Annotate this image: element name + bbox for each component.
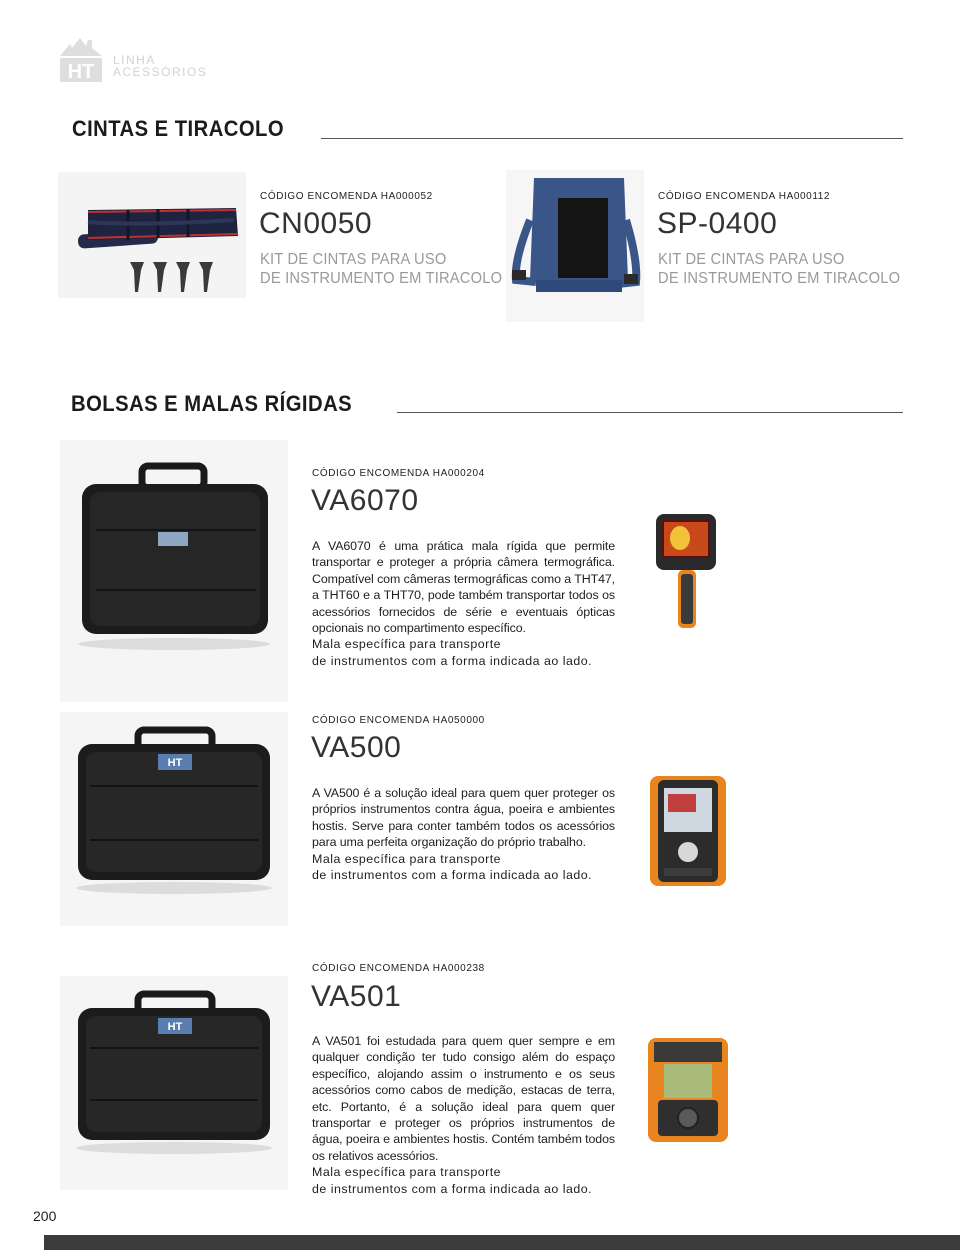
multifunction-tester-image bbox=[644, 770, 732, 892]
section-title-cases: BOLSAS E MALAS RÍGIDAS bbox=[71, 391, 353, 416]
order-code: CÓDIGO ENCOMENDA HA000052 bbox=[260, 191, 433, 202]
model-name: VA6070 bbox=[311, 484, 419, 517]
product-description: A VA6070 é uma prática mala rígida que permite transportar e proteger a própria câmera termográfica. Compatível com câmeras termográficas como a THT47, a THT60 e a THT70, pode também transportar todos os acessórios fornecidos de série e eventuais ópticas opcionais no compartimento específico. Mala específica para transporte de instrumentos com a forma indicada ao lado. bbox=[312, 539, 615, 668]
case-badge: HT bbox=[167, 1021, 183, 1033]
model-name: SP-0400 bbox=[657, 207, 778, 240]
section-title-straps: CINTAS E TIRACOLO bbox=[72, 116, 285, 141]
order-code: CÓDIGO ENCOMENDA HA000238 bbox=[312, 963, 485, 974]
order-code: CÓDIGO ENCOMENDA HA000112 bbox=[658, 191, 831, 202]
case-badge: HT bbox=[167, 757, 183, 769]
strap-kit-image bbox=[58, 172, 246, 298]
section-rule bbox=[397, 412, 903, 413]
order-code: CÓDIGO ENCOMENDA HA050000 bbox=[312, 715, 485, 726]
model-name: CN0050 bbox=[259, 207, 373, 240]
installation-tester-image bbox=[644, 1034, 732, 1146]
footer-bar bbox=[44, 1235, 960, 1250]
shoulder-bag-image bbox=[506, 170, 644, 322]
ht-logo-icon bbox=[58, 34, 104, 82]
product-subtitle: KIT DE CINTAS PARA USO DE INSTRUMENTO EM TIRACOLO bbox=[658, 251, 901, 287]
hard-case-image bbox=[60, 712, 288, 926]
product-description: A VA500 é a solução ideal para quem quer proteger os próprios instrumentos contra água, poeira e ambientes hostis. Serve para conter também todos os acessórios para uma perfeita organização do próprio trabalho. Mala específica para transporte de instrumentos com a forma indicada ao lado. bbox=[312, 786, 615, 883]
page-number: 200 bbox=[33, 1208, 57, 1224]
model-name: VA500 bbox=[311, 731, 402, 764]
header-line-label: LINHA ACESSÓRIOS bbox=[113, 53, 208, 79]
product-description: A VA501 foi estudada para quem quer sempre e em qualquer condição ter tudo consigo além do espaço específico, alojando assim o instrumento e os seus acessórios como cabos de medição, estacas de terra, etc. Portanto, é a solução ideal para quem quer transportar e proteger os próprios instrumentos de água, poeira e ambientes hostis. Contém também todos os relativos acessórios. Mala específica para transporte de instrumentos com a forma indicada ao lado. bbox=[312, 1034, 615, 1196]
product-subtitle: KIT DE CINTAS PARA USO DE INSTRUMENTO EM TIRACOLO bbox=[260, 251, 503, 287]
logo-text: HT bbox=[67, 61, 95, 82]
section-rule bbox=[321, 138, 903, 139]
model-name: VA501 bbox=[311, 980, 402, 1013]
hard-case-image bbox=[60, 976, 288, 1190]
thermal-camera-image bbox=[650, 510, 722, 634]
order-code: CÓDIGO ENCOMENDA HA000204 bbox=[312, 468, 485, 479]
hard-case-image bbox=[60, 440, 288, 702]
